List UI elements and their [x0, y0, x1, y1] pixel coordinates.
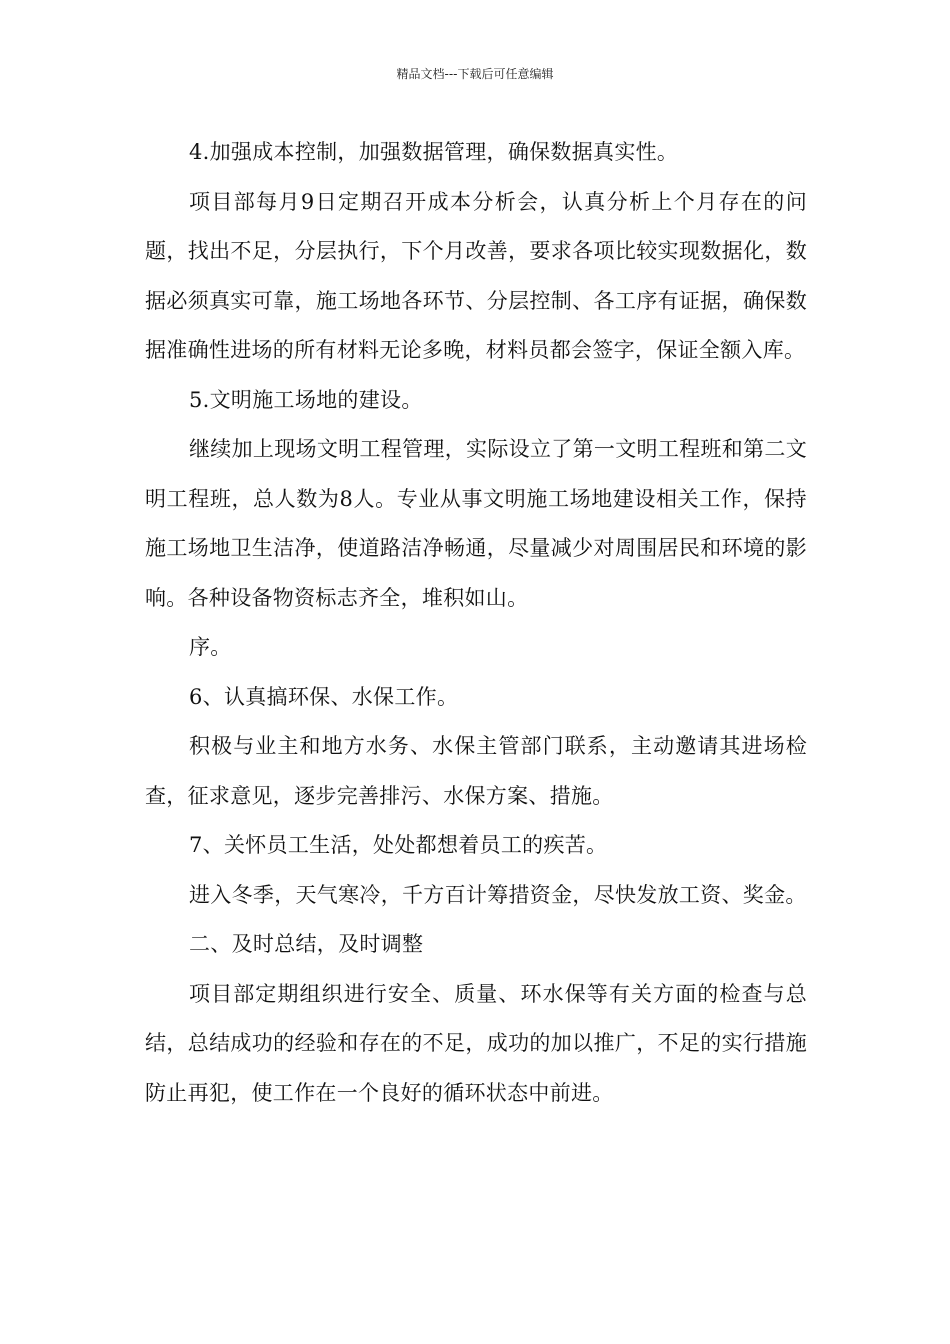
page-header: 精品文档---下载后可任意编辑 [396, 67, 554, 81]
paragraph-10: 二、及时总结，及时调整 [189, 932, 424, 956]
paragraph-2: 项目部每月9日定期召开成本分析会，认真分析上个月存在的问题，找出不足，分层执行，下个月改善，要求各项比较实现数据化，数据必须真实可靠，施工场地各环节、分层控制、各工序有证据，确保数据准确性进场的所有材料无论多晚，材料员都会签字，保证全额入库。 [145, 189, 807, 362]
paragraph-11: 项目部定期组织进行安全、质量、环水保等有关方面的检查与总结，总结成功的经验和存在的不足，成功的加以推广，不足的实行措施防止再犯，使工作在一个良好的循环状态中前进。 [145, 981, 807, 1105]
paragraph-3: 5.文明施工场地的建设。 [189, 387, 423, 412]
paragraph-8: 7、关怀员工生活，处处都想着员工的疾苦。 [189, 833, 608, 857]
document-body [145, 128, 807, 1118]
paragraph-5: 序。 [189, 635, 232, 659]
paragraph-4: 继续加上现场文明工程管理，实际设立了第一文明工程班和第二文明工程班，总人数为8人。专业从事文明施工场地建设相关工作，保持施工场地卫生洁净，使道路洁净畅通，尽量减少对周围居民和环境的影响。各种设备物资标志齐全，堆积如山。 [145, 437, 807, 610]
paragraph-6: 6、认真搞环保、水保工作。 [189, 684, 459, 709]
paragraph-1: 4.加强成本控制，加强数据管理，确保数据真实性。 [189, 140, 679, 164]
paragraph-7: 积极与业主和地方水务、水保主管部门联系，主动邀请其进场检查，征求意见，逐步完善排污、水保方案、措施。 [145, 734, 807, 808]
paragraph-9: 进入冬季，天气寒冷，千方百计筹措资金，尽快发放工资、奖金。 [189, 882, 807, 907]
